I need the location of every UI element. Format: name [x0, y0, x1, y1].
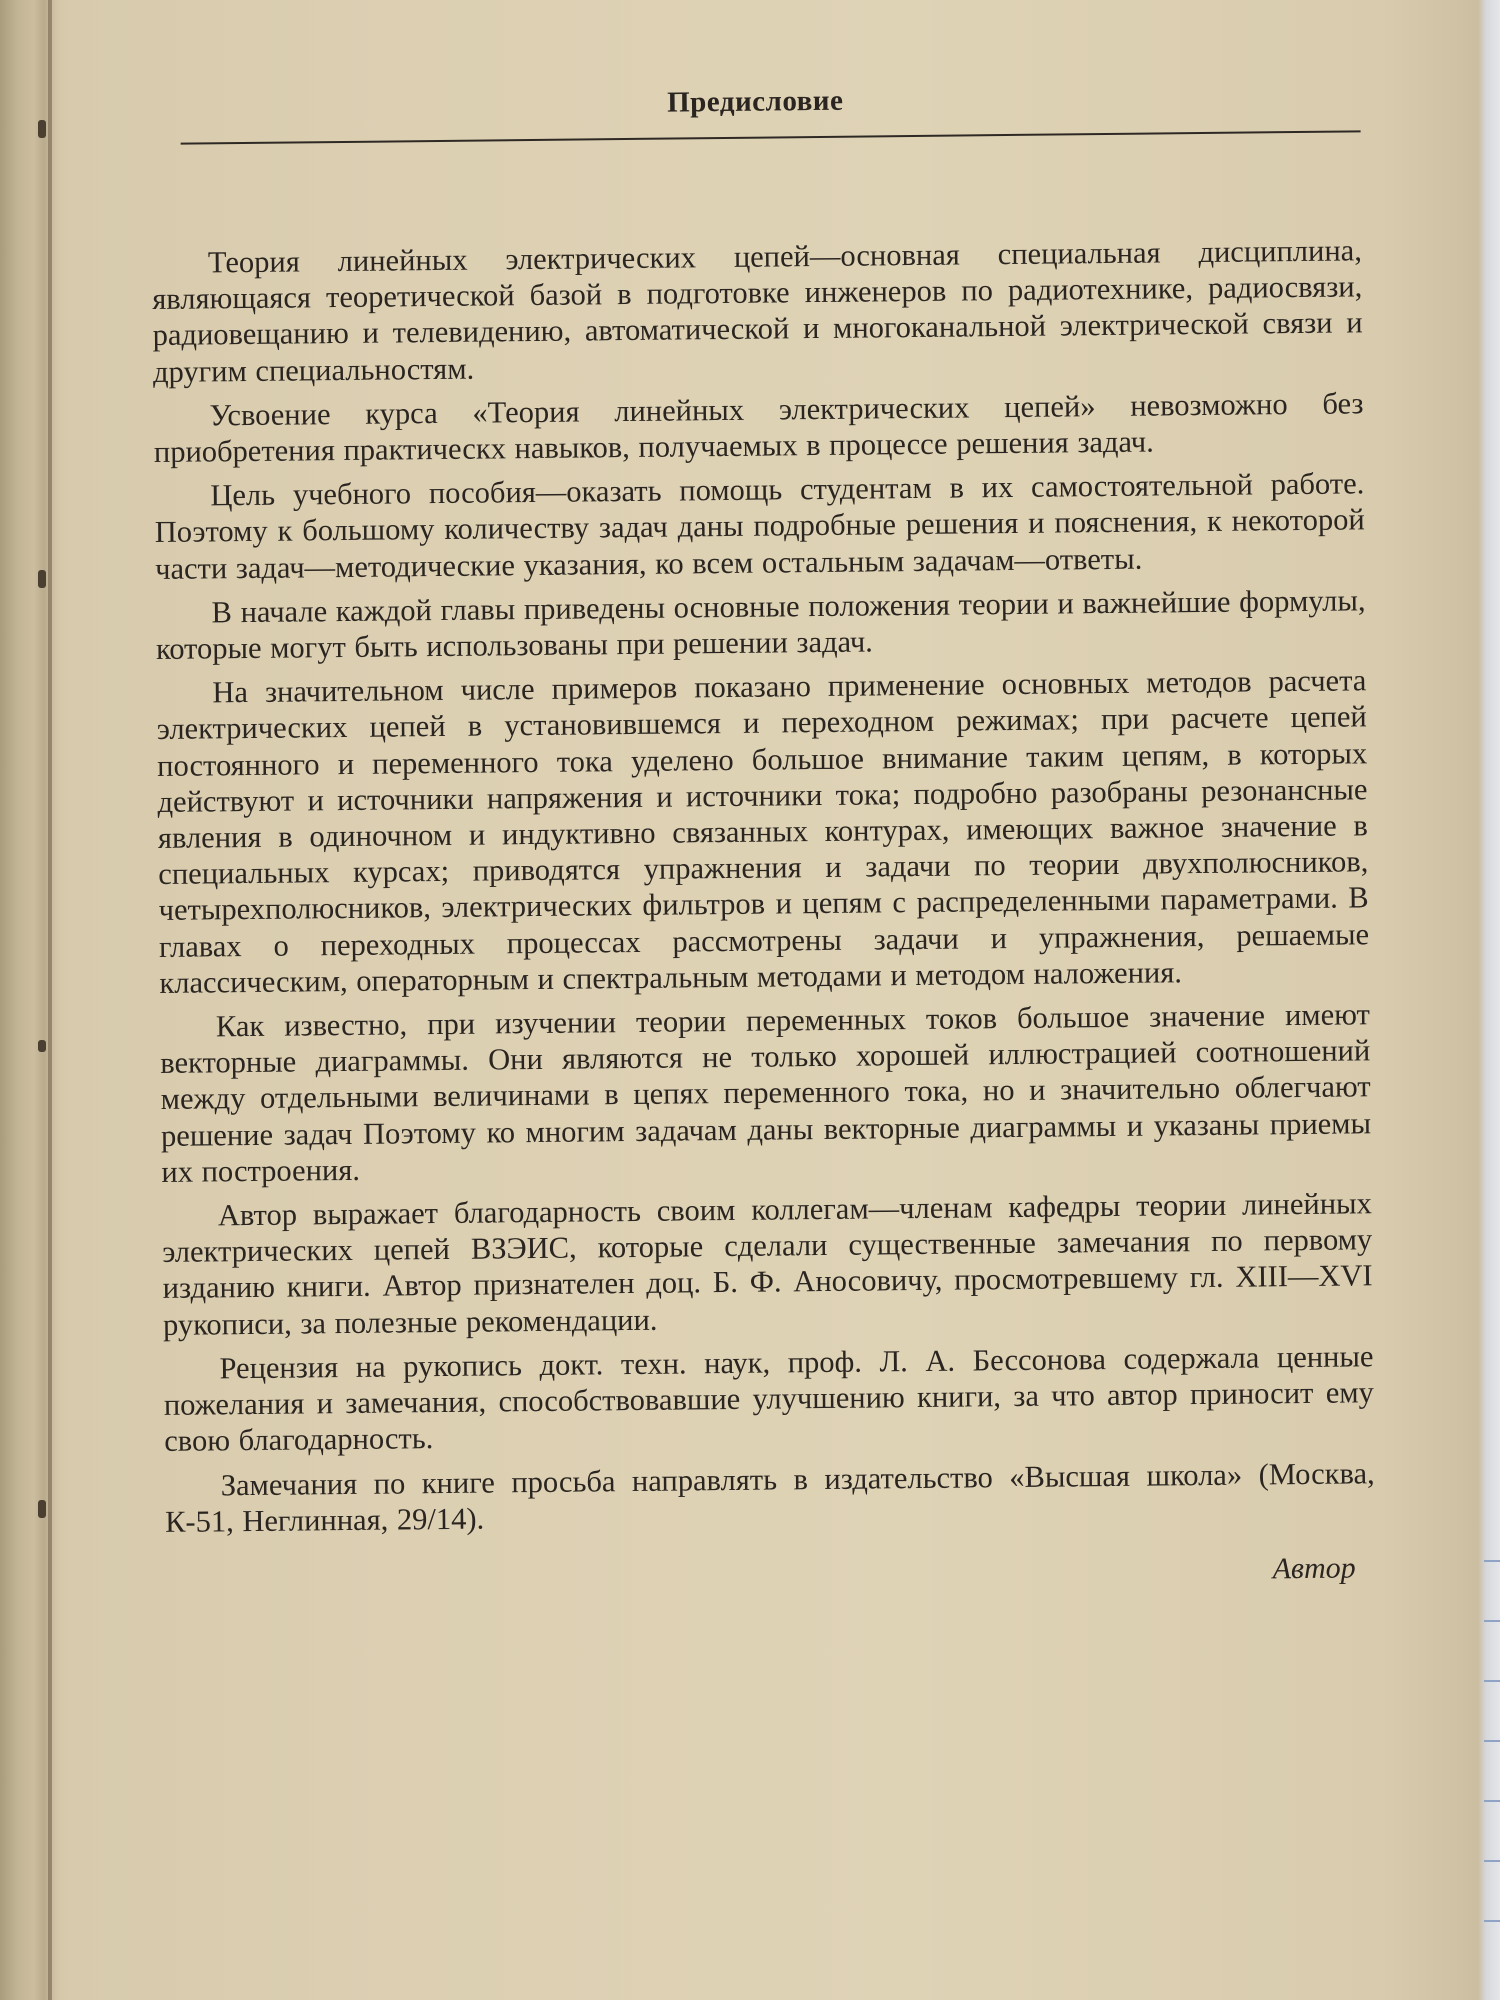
author-signature: Автор [1272, 1551, 1356, 1586]
notebook-rule-line [1484, 1860, 1500, 1862]
paragraph: Замечания по книге просьба направлять в издательство «Высшая школа» (Москва, К-51, Неглинная, 29/14). [164, 1455, 1375, 1539]
notebook-rule-line [1484, 1740, 1500, 1742]
paragraph: В начале каждой главы приведены основные положения теории и важнейшие формулы, которые могут быть использованы при решении задач. [155, 583, 1366, 666]
binding-stitch [38, 120, 46, 138]
page-heading: Предисловие [666, 84, 844, 119]
binding-stitch [38, 570, 46, 588]
underlying-notebook-sheet [1478, 0, 1500, 2000]
notebook-rule-line [1484, 1800, 1500, 1802]
page-text-block [150, 67, 1376, 1597]
paragraph: Как известно, при изучении теории переменных токов большое значение имеют векторные диаграммы. Они являются не только хорошей иллюстрацией соотношений между отдельными величинами в цепях переменного тока, но и значительно облегчают решение задач Поэтому ко многим задачам даны векторные диаграммы и указаны приемы их построения. [160, 997, 1372, 1189]
notebook-rule-line [1484, 1620, 1500, 1622]
binding-fold-line [48, 0, 52, 2000]
paragraph: Усвоение курса «Теория линейных электрических цепей» невозможно без приобретения практическх навыков, получаемых в процессе решения задач. [153, 386, 1364, 469]
paragraph: Теория линейных электрических цепей—основная специальная дисциплина, являющаяся теоретической базой в подготовке инженеров по радиотехнике, радиосвязи, радиовещанию и телевидению, автоматической и многоканальной электрической связи и другим специальностям. [152, 233, 1363, 389]
paragraph: Рецензия на рукопись докт. техн. наук, проф. Л. А. Бессонова содержала ценные пожелания и замечания, способствовавшие улучшению книги, за что автор приносит ему свою благодарность. [163, 1339, 1374, 1459]
heading-underline [181, 130, 1361, 144]
paragraph: На значительном числе примеров показано применение основных методов расчета электрических цепей в установившемся и переходном режимах; при расчете цепей постоянного и переменного тока уделено большое внимание таким цепям, в которых действуют и источники напряжения и источники тока; подробно разобраны резонансные явления в одиночном и индуктивно связанных контурах, имеющих важное значение в специальных курсах; приводятся упражнения и задачи по теории двухполюсников, четырехполюсников, электрических фильтров и цепям с распределенными параметрами. В главах о переходных процессах рассмотрены задачи и упражнения, решаемые классическим, операторным и спектральным методами и методом наложения. [156, 663, 1370, 1000]
paragraph: Автор выражает благодарность своим коллегам—членам кафедры теории линейных электрических цепей ВЗЭИС, которые сделали существенные замечания по первому изданию книги. Автор признателен доц. Б. Ф. Аносовичу, просмотревшему гл. XIII—XVI рукописи, за полезные рекомендации. [162, 1186, 1373, 1342]
binding-stitch [38, 1040, 46, 1052]
notebook-rule-line [1484, 1920, 1500, 1922]
preface-body [152, 232, 1375, 1540]
paragraph: Цель учебного пособия—оказать помощь студентам в их самостоятельной работе. Поэтому к большому количеству задач даны подробные решения и пояснения, к некоторой части задач—методические указания, ко всем остальным задачам—ответы. [154, 466, 1365, 586]
notebook-rule-line [1484, 1680, 1500, 1682]
binding-stitch [38, 1500, 46, 1518]
notebook-rule-line [1484, 1560, 1500, 1562]
